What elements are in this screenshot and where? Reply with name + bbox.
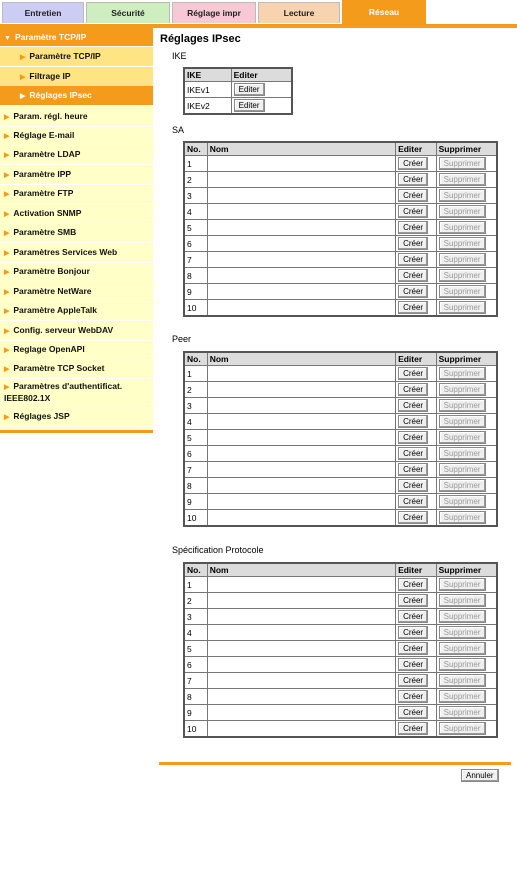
sidebar-item-label: Paramètre TCP/IP [29, 51, 101, 61]
sidebar-item-time-settings[interactable] [0, 107, 153, 126]
sa-delete-button: Supprimer [439, 157, 486, 170]
page-title: Réglages IPsec [160, 33, 241, 45]
peer-table [183, 351, 498, 527]
sidebar-item-label: Paramètre LDAP [13, 149, 81, 159]
arrow-right-icon: ▶ [4, 114, 10, 121]
protocol-create-button[interactable]: Créer [398, 674, 428, 687]
name-header: Nom [207, 563, 395, 577]
delete-header: Supprimer [436, 352, 497, 366]
row-name-cell [207, 252, 395, 268]
peer-delete-button: Supprimer [439, 463, 486, 476]
row-number: 9 [184, 494, 207, 510]
sa-create-button[interactable]: Créer [398, 285, 428, 298]
row-number: 6 [184, 446, 207, 462]
sa-row [184, 284, 497, 300]
protocol-delete-button: Supprimer [439, 578, 486, 591]
row-number: 3 [184, 188, 207, 204]
peer-row [184, 494, 497, 510]
peer-row [184, 462, 497, 478]
row-number: 5 [184, 220, 207, 236]
protocol-row [184, 721, 497, 738]
row-name-cell [207, 609, 395, 625]
edit-header: Editer [396, 352, 437, 366]
protocol-delete-button: Supprimer [439, 706, 486, 719]
peer-delete-button: Supprimer [439, 447, 486, 460]
peer-create-button[interactable]: Créer [398, 479, 428, 492]
number-header: No. [184, 352, 207, 366]
row-name-cell [207, 398, 395, 414]
sa-row [184, 300, 497, 317]
row-name-cell [207, 204, 395, 220]
row-name-cell [207, 510, 395, 527]
sidebar-separator [0, 105, 153, 106]
sa-delete-button: Supprimer [439, 221, 486, 234]
arrow-right-icon: ▶ [4, 414, 10, 421]
row-number: 2 [184, 172, 207, 188]
peer-create-button[interactable]: Créer [398, 495, 428, 508]
peer-create-button[interactable]: Créer [398, 383, 428, 396]
row-number: 1 [184, 156, 207, 172]
peer-row [184, 398, 497, 414]
arrow-right-icon: ▶ [4, 269, 10, 276]
peer-create-button[interactable]: Créer [398, 367, 428, 380]
sidebar-item-label: Paramètre FTP [13, 188, 74, 198]
sidebar-item-jsp-settings[interactable] [0, 407, 153, 426]
row-number: 3 [184, 609, 207, 625]
ike-header: IKE [184, 68, 231, 82]
sa-create-button[interactable]: Créer [398, 157, 428, 170]
sidebar-item-label: Filtrage IP [29, 71, 71, 81]
sidebar-item-ftp-settings[interactable] [0, 184, 153, 203]
row-name-cell [207, 625, 395, 641]
row-number: 7 [184, 462, 207, 478]
name-header: Nom [207, 352, 395, 366]
ike-version-cell: IKEv2 [184, 98, 231, 115]
ike-table [183, 67, 293, 115]
protocol-create-button[interactable]: Créer [398, 610, 428, 623]
peer-create-button[interactable]: Créer [398, 431, 428, 444]
sidebar-item-label: Réglages JSP [13, 411, 70, 421]
row-name-cell [207, 236, 395, 252]
sa-delete-button: Supprimer [439, 189, 486, 202]
protocol-row [184, 593, 497, 609]
sidebar-item-label: Paramètre NetWare [13, 286, 92, 296]
row-number: 9 [184, 705, 207, 721]
protocol-row [184, 673, 497, 689]
peer-row [184, 382, 497, 398]
arrow-right-icon: ▶ [4, 328, 10, 335]
sa-row [184, 252, 497, 268]
sidebar-item-appletalk-settings[interactable] [0, 301, 153, 320]
delete-header: Supprimer [436, 142, 497, 156]
protocol-create-button[interactable]: Créer [398, 658, 428, 671]
sidebar-item-label: Paramètre AppleTalk [13, 305, 98, 315]
sidebar-item-label: Paramètre SMB [13, 227, 77, 237]
arrow-right-icon: ▶ [4, 366, 10, 373]
sa-create-button[interactable]: Créer [398, 205, 428, 218]
arrow-right-icon: ▶ [20, 93, 26, 100]
sa-section-label: SA [172, 125, 185, 135]
peer-create-button[interactable]: Créer [398, 399, 428, 412]
row-number: 6 [184, 236, 207, 252]
row-name-cell [207, 593, 395, 609]
sidebar-item-tcpip-settings[interactable] [0, 28, 153, 46]
sa-create-button[interactable]: Créer [398, 253, 428, 266]
row-name-cell [207, 673, 395, 689]
edit-header: Editer [396, 142, 437, 156]
peer-row [184, 510, 497, 527]
arrow-right-icon: ▶ [4, 152, 10, 159]
tab-securite[interactable]: Sécurité [86, 2, 170, 23]
edit-header: Editer [396, 563, 437, 577]
sidebar-item-label: Activation SNMP [13, 208, 82, 218]
peer-create-button[interactable]: Créer [398, 511, 428, 524]
sidebar-item-email-settings[interactable] [0, 126, 153, 145]
row-number: 7 [184, 673, 207, 689]
protocol-delete-button: Supprimer [439, 610, 486, 623]
row-number: 9 [184, 284, 207, 300]
sidebar-item-ldap-settings[interactable] [0, 145, 153, 164]
arrow-right-icon: ▶ [4, 211, 10, 218]
protocol-row [184, 625, 497, 641]
sidebar-item-netware-settings[interactable] [0, 282, 153, 301]
peer-delete-button: Supprimer [439, 495, 486, 508]
sidebar-item-label: Réglage E-mail [13, 130, 75, 140]
row-name-cell [207, 462, 395, 478]
peer-delete-button: Supprimer [439, 415, 486, 428]
row-number: 1 [184, 577, 207, 593]
sidebar [0, 28, 153, 433]
sidebar-item-tcp-socket-settings[interactable] [0, 359, 153, 378]
sidebar-item-label: Paramètre TCP Socket [13, 363, 105, 373]
row-name-cell [207, 220, 395, 236]
row-name-cell [207, 689, 395, 705]
protocol-delete-button: Supprimer [439, 674, 486, 687]
arrow-right-icon: ▶ [4, 172, 10, 179]
sa-create-button[interactable]: Créer [398, 237, 428, 250]
row-number: 5 [184, 641, 207, 657]
sidebar-item-web-services-settings[interactable] [0, 243, 153, 262]
sidebar-item-ipp-settings[interactable] [0, 165, 153, 184]
number-header: No. [184, 142, 207, 156]
protocol-row [184, 689, 497, 705]
sidebar-item-label: Paramètres Services Web [13, 247, 118, 257]
sa-create-button[interactable]: Créer [398, 173, 428, 186]
sa-delete-button: Supprimer [439, 301, 486, 314]
row-number: 8 [184, 268, 207, 284]
peer-delete-button: Supprimer [439, 431, 486, 444]
peer-row [184, 478, 497, 494]
arrow-right-icon: ▶ [20, 54, 26, 61]
arrow-right-icon: ▶ [4, 191, 10, 198]
protocol-create-button[interactable]: Créer [398, 706, 428, 719]
edit-ikev1-button[interactable]: Editer [234, 83, 265, 96]
row-name-cell [207, 172, 395, 188]
protocol-row [184, 657, 497, 673]
sidebar-item-label: Reglage OpenAPI [13, 344, 85, 354]
arrow-right-icon: ▶ [4, 250, 10, 257]
peer-row [184, 366, 497, 382]
row-name-cell [207, 414, 395, 430]
sa-create-button[interactable]: Créer [398, 221, 428, 234]
arrow-right-icon: ▶ [4, 289, 10, 296]
sidebar-item-label: Paramètres d'authentificat. IEEE802.1X [4, 381, 123, 403]
peer-delete-button: Supprimer [439, 383, 486, 396]
sidebar-item-label: Réglages IPsec [29, 90, 92, 100]
protocol-create-button[interactable]: Créer [398, 690, 428, 703]
sa-row [184, 236, 497, 252]
sidebar-item-sub-tcpip-param[interactable] [0, 47, 153, 66]
protocol-delete-button: Supprimer [439, 594, 486, 607]
protocol-create-button[interactable]: Créer [398, 642, 428, 655]
peer-row [184, 414, 497, 430]
protocol-delete-button: Supprimer [439, 626, 486, 639]
sidebar-bottom-bar [0, 430, 153, 433]
row-name-cell [207, 156, 395, 172]
sa-row [184, 188, 497, 204]
footer-divider [159, 762, 511, 765]
sa-delete-button: Supprimer [439, 285, 486, 298]
row-name-cell [207, 721, 395, 738]
row-number: 8 [184, 689, 207, 705]
row-name-cell [207, 300, 395, 317]
ike-section-label: IKE [172, 51, 187, 61]
row-number: 6 [184, 657, 207, 673]
peer-delete-button: Supprimer [439, 511, 486, 524]
peer-delete-button: Supprimer [439, 479, 486, 492]
row-number: 4 [184, 625, 207, 641]
sa-row [184, 268, 497, 284]
row-number: 4 [184, 414, 207, 430]
arrow-right-icon: ▶ [4, 133, 10, 140]
sidebar-item-ieee8021x-auth-settings[interactable] [0, 378, 153, 407]
expand-arrow-icon: ▼ [4, 35, 11, 42]
row-name-cell [207, 657, 395, 673]
sa-row [184, 172, 497, 188]
sidebar-item-smb-settings[interactable] [0, 223, 153, 242]
row-number: 5 [184, 430, 207, 446]
protocol-row [184, 705, 497, 721]
edit-ikev2-button[interactable]: Editer [234, 99, 265, 112]
row-name-cell [207, 284, 395, 300]
row-number: 8 [184, 478, 207, 494]
arrow-right-icon: ▶ [4, 384, 10, 391]
arrow-right-icon: ▶ [4, 347, 10, 354]
sidebar-item-sub-ip-filter[interactable] [0, 67, 153, 86]
protocol-delete-button: Supprimer [439, 658, 486, 671]
sa-delete-button: Supprimer [439, 237, 486, 250]
row-number: 2 [184, 382, 207, 398]
sidebar-item-label: Paramètre IPP [13, 169, 72, 179]
protocol-create-button[interactable]: Créer [398, 626, 428, 639]
sa-row [184, 220, 497, 236]
protocol-row [184, 577, 497, 593]
peer-delete-button: Supprimer [439, 399, 486, 412]
protocol-row [184, 641, 497, 657]
row-number: 10 [184, 300, 207, 317]
protocol-create-button[interactable]: Créer [398, 594, 428, 607]
row-name-cell [207, 478, 395, 494]
peer-create-button[interactable]: Créer [398, 415, 428, 428]
sa-delete-button: Supprimer [439, 173, 486, 186]
arrow-right-icon: ▶ [4, 308, 10, 315]
protocol-delete-button: Supprimer [439, 690, 486, 703]
cancel-button[interactable]: Annuler [461, 769, 499, 782]
row-number: 10 [184, 721, 207, 738]
peer-delete-button: Supprimer [439, 367, 486, 380]
edit-header: Editer [231, 68, 292, 82]
top-tabs [0, 0, 517, 25]
peer-row [184, 446, 497, 462]
protocol-table [183, 562, 498, 738]
ike-version-cell: IKEv1 [184, 82, 231, 98]
sa-create-button[interactable]: Créer [398, 301, 428, 314]
protocol-section-label: Spécification Protocole [172, 545, 264, 555]
sa-create-button[interactable]: Créer [398, 269, 428, 282]
tab-reglage-impr[interactable]: Réglage impr [172, 2, 256, 23]
arrow-right-icon: ▶ [20, 74, 26, 81]
peer-create-button[interactable]: Créer [398, 463, 428, 476]
sa-delete-button: Supprimer [439, 253, 486, 266]
sa-create-button[interactable]: Créer [398, 189, 428, 202]
row-name-cell [207, 494, 395, 510]
sidebar-item-label: Paramètre TCP/IP [14, 32, 87, 42]
arrow-right-icon: ▶ [4, 230, 10, 237]
protocol-create-button[interactable]: Créer [398, 722, 428, 735]
sa-table [183, 141, 498, 317]
sa-delete-button: Supprimer [439, 269, 486, 282]
sidebar-item-label: Config. serveur WebDAV [13, 325, 114, 335]
row-name-cell [207, 268, 395, 284]
row-name-cell [207, 641, 395, 657]
protocol-delete-button: Supprimer [439, 642, 486, 655]
row-name-cell [207, 577, 395, 593]
protocol-delete-button: Supprimer [439, 722, 486, 735]
row-name-cell [207, 382, 395, 398]
sidebar-item-openapi-settings[interactable] [0, 340, 153, 359]
row-number: 10 [184, 510, 207, 527]
protocol-row [184, 609, 497, 625]
sidebar-item-label: Paramètre Bonjour [13, 266, 90, 276]
tab-reseau[interactable]: Réseau [342, 0, 426, 25]
row-number: 7 [184, 252, 207, 268]
row-number: 1 [184, 366, 207, 382]
peer-row [184, 430, 497, 446]
sidebar-item-label: Param. régl. heure [13, 111, 88, 121]
row-name-cell [207, 430, 395, 446]
sidebar-item-bonjour-settings[interactable] [0, 262, 153, 281]
sa-row [184, 156, 497, 172]
number-header: No. [184, 563, 207, 577]
sa-row [184, 204, 497, 220]
peer-section-label: Peer [172, 334, 192, 344]
protocol-create-button[interactable]: Créer [398, 578, 428, 591]
peer-create-button[interactable]: Créer [398, 447, 428, 460]
delete-header: Supprimer [436, 563, 497, 577]
tab-lecture[interactable]: Lecture [258, 2, 340, 23]
row-name-cell [207, 188, 395, 204]
row-number: 2 [184, 593, 207, 609]
sidebar-separator [0, 426, 153, 427]
row-number: 3 [184, 398, 207, 414]
row-name-cell [207, 705, 395, 721]
name-header: Nom [207, 142, 395, 156]
sidebar-item-webdav-server-config[interactable] [0, 321, 153, 340]
sidebar-item-sub-ipsec[interactable] [0, 86, 153, 105]
row-number: 4 [184, 204, 207, 220]
tab-entretien[interactable]: Entretien [2, 2, 84, 23]
sidebar-item-snmp-activation[interactable] [0, 204, 153, 223]
row-name-cell [207, 446, 395, 462]
row-name-cell [207, 366, 395, 382]
sa-delete-button: Supprimer [439, 205, 486, 218]
